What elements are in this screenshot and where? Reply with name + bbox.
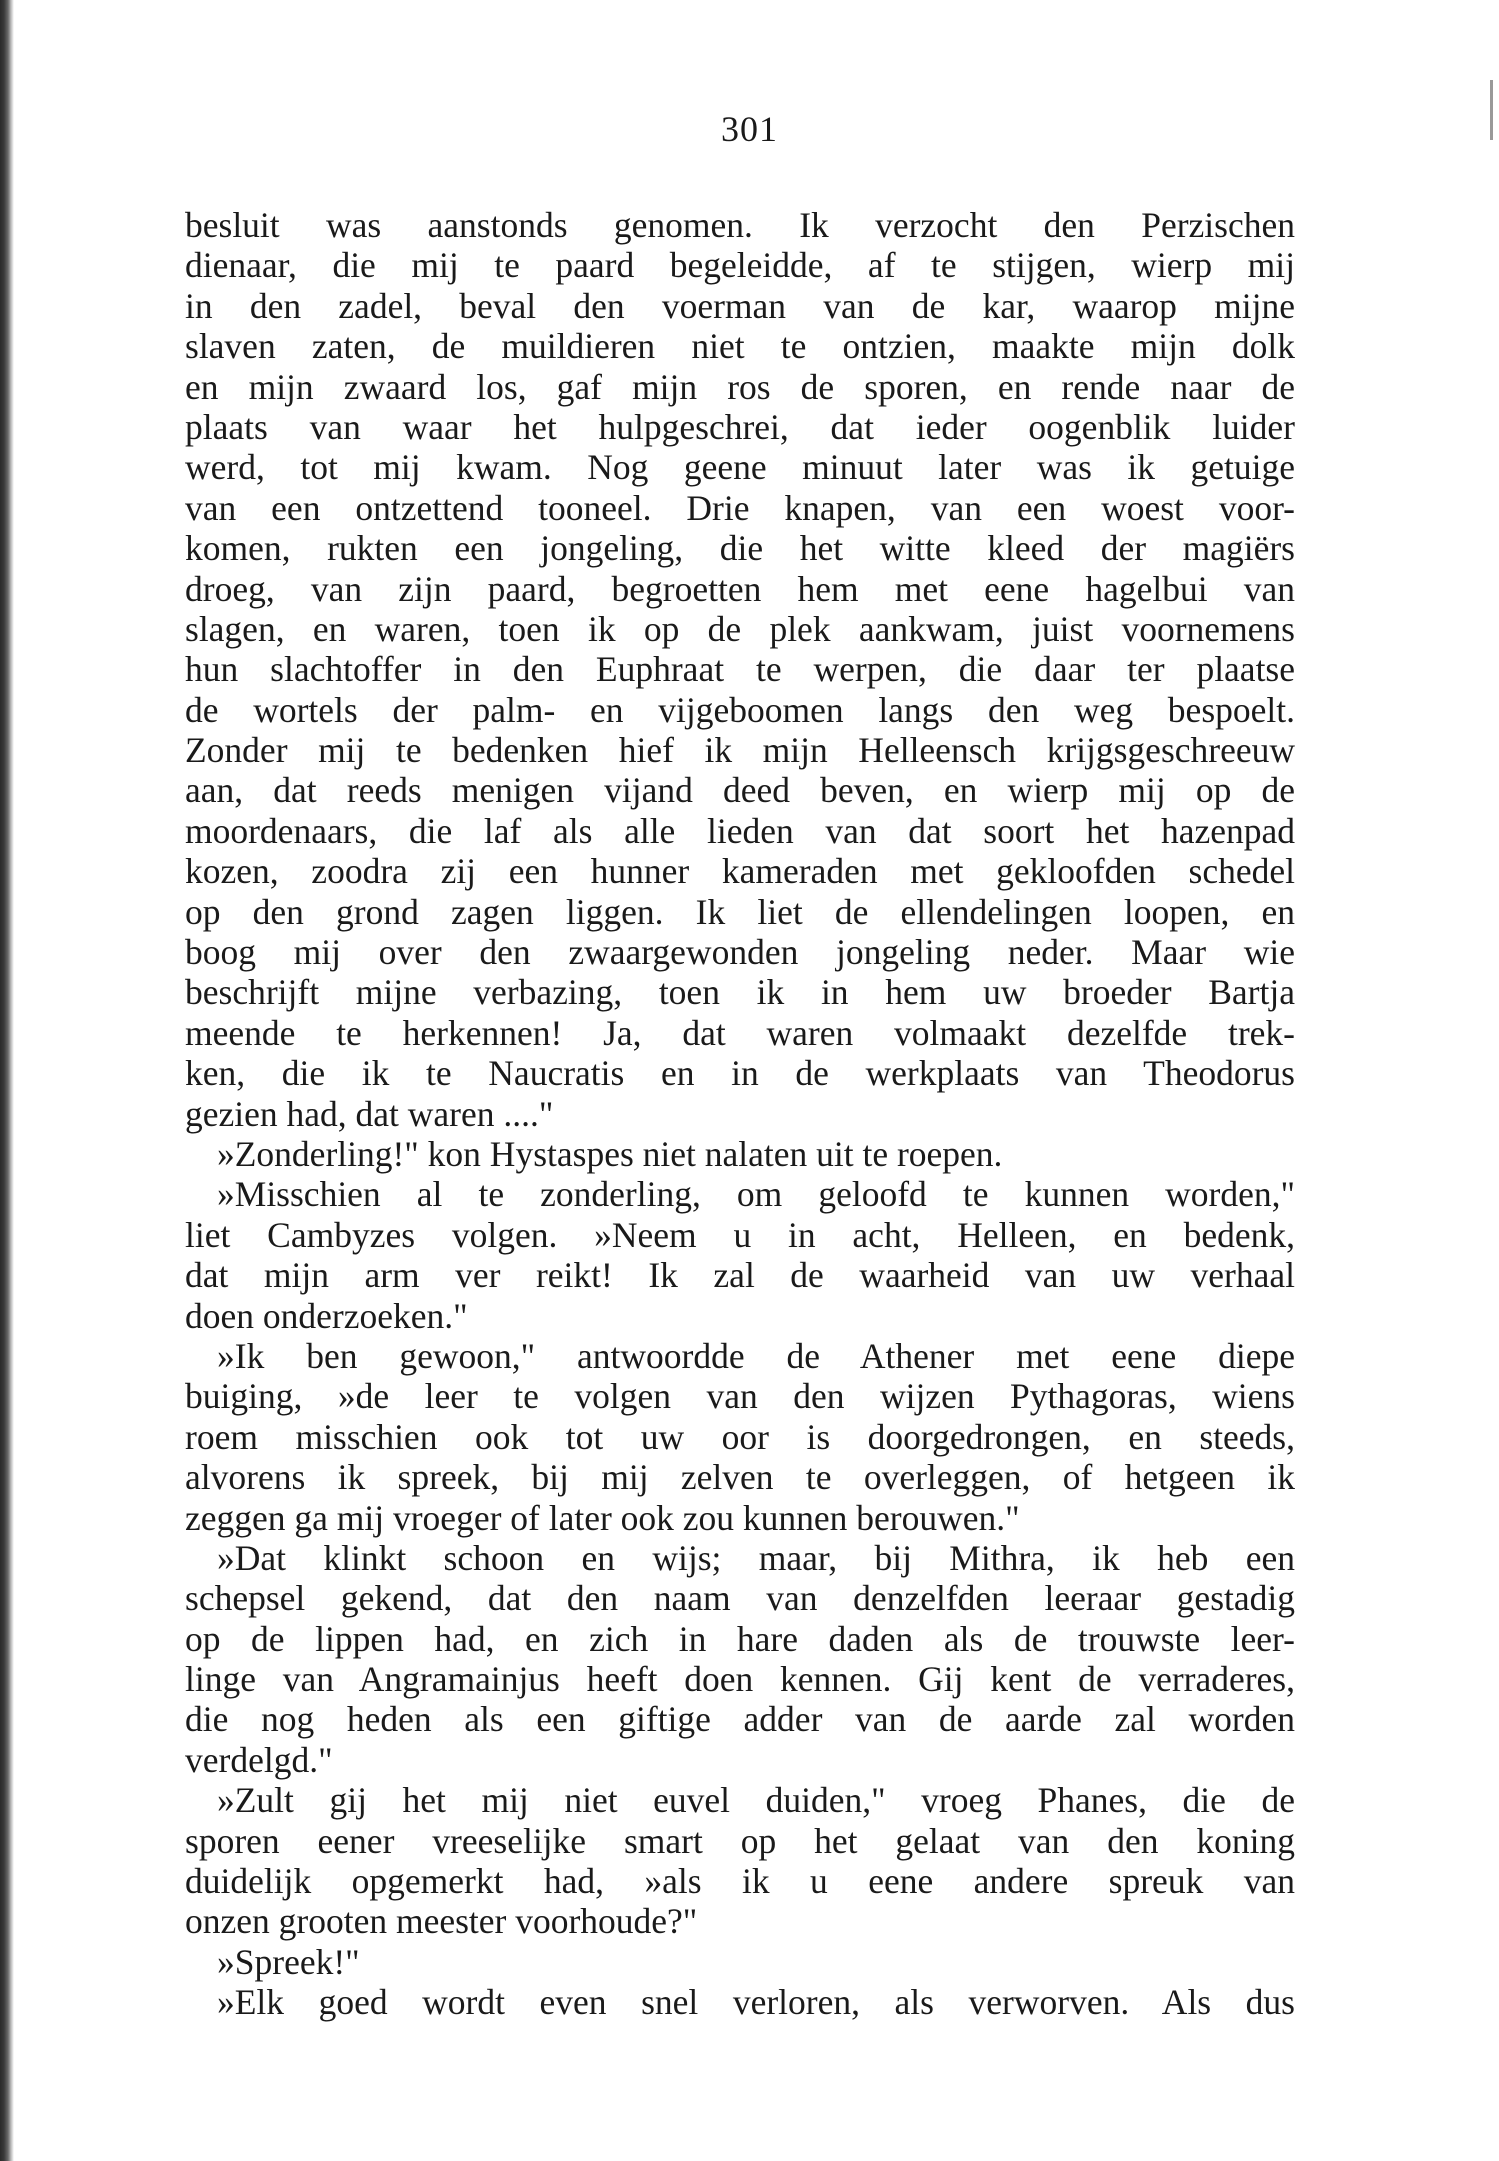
text-line: sporen eener vreeselijke smart op het gelaat van den koning bbox=[185, 1820, 1295, 1861]
text-line: duidelijk opgemerkt had, »als ik u eene andere spreuk van bbox=[185, 1861, 1295, 1902]
text-line: buiging, »de leer te volgen van den wijzen Pythagoras, wiens bbox=[185, 1376, 1295, 1417]
text-line: plaats van waar het hulpgeschrei, dat ieder oogenblik luider bbox=[185, 406, 1295, 447]
text-line: de wortels der palm- en vijgeboomen langs den weg bespoelt. bbox=[185, 689, 1295, 730]
text-line: ken, die ik te Naucratis en in de werkplaats van Theodorus bbox=[185, 1053, 1295, 1094]
text-line: alvorens ik spreek, bij mij zelven te overleggen, of hetgeen ik bbox=[185, 1457, 1295, 1498]
text-line: liet Cambyzes volgen. »Neem u in acht, Helleen, en bedenk, bbox=[185, 1214, 1295, 1255]
text-line: linge van Angramainjus heeft doen kennen. Gij kent de verraderes, bbox=[185, 1659, 1295, 1700]
binding-edge bbox=[0, 0, 14, 2161]
text-line: Zonder mij te bedenken hief ik mijn Helleensch krijgsgeschreeuw bbox=[185, 730, 1295, 771]
text-line: boog mij over den zwaargewonden jongeling neder. Maar wie bbox=[185, 932, 1295, 973]
text-line: die nog heden als een giftige adder van de aarde zal worden bbox=[185, 1699, 1295, 1740]
text-line: kozen, zoodra zij een hunner kameraden met gekloofden schedel bbox=[185, 851, 1295, 892]
text-line: »Spreek!" bbox=[217, 1941, 360, 1982]
body-text bbox=[185, 205, 1295, 2023]
text-line: werd, tot mij kwam. Nog geene minuut later was ik getuige bbox=[185, 447, 1295, 488]
text-line: in den zadel, beval den voerman van de kar, waarop mijne bbox=[185, 285, 1295, 326]
text-line: op de lippen had, en zich in hare daden als de trouwste leer- bbox=[185, 1618, 1295, 1659]
text-line: komen, rukten een jongeling, die het witte kleed der magiërs bbox=[185, 528, 1295, 569]
text-line: doen onderzoeken." bbox=[185, 1295, 468, 1336]
text-line: verdelgd." bbox=[185, 1739, 333, 1780]
text-line: »Elk goed wordt even snel verloren, als verworven. Als dus bbox=[217, 1982, 1295, 2023]
text-line: droeg, van zijn paard, begroetten hem met eene hagelbui van bbox=[185, 568, 1295, 609]
text-line: »Zonderling!" kon Hystaspes niet nalaten uit te roepen. bbox=[217, 1133, 1003, 1174]
text-line: en mijn zwaard los, gaf mijn ros de sporen, en rende naar de bbox=[185, 366, 1295, 407]
text-line: »Zult gij het mij niet euvel duiden," vroeg Phanes, die de bbox=[217, 1780, 1295, 1821]
text-line: »Misschien al te zonderling, om geloofd te kunnen worden," bbox=[217, 1174, 1295, 1215]
text-line: hun slachtoffer in den Euphraat te werpen, die daar ter plaatse bbox=[185, 649, 1295, 690]
text-line: beschrijft mijne verbazing, toen ik in hem uw broeder Bartja bbox=[185, 972, 1295, 1013]
text-line: zeggen ga mij vroeger of later ook zou kunnen berouwen." bbox=[185, 1497, 1020, 1538]
text-line: aan, dat reeds menigen vijand deed beven, en wierp mij op de bbox=[185, 770, 1295, 811]
text-line: »Dat klinkt schoon en wijs; maar, bij Mithra, ik heb een bbox=[217, 1537, 1295, 1578]
text-line: slaven zaten, de muildieren niet te ontzien, maakte mijn dolk bbox=[185, 326, 1295, 367]
text-line: op den grond zagen liggen. Ik liet de ellendelingen loopen, en bbox=[185, 891, 1295, 932]
text-line: schepsel gekend, dat den naam van denzelfden leeraar gestadig bbox=[185, 1578, 1295, 1619]
text-line: »Ik ben gewoon," antwoordde de Athener met eene diepe bbox=[217, 1335, 1295, 1376]
text-line: van een ontzettend tooneel. Drie knapen, van een woest voor- bbox=[185, 487, 1295, 528]
text-line: onzen grooten meester voorhoude?" bbox=[185, 1901, 698, 1942]
text-line: slagen, en waren, toen ik op de plek aankwam, juist voornemens bbox=[185, 608, 1295, 649]
page-number: 301 bbox=[721, 109, 778, 149]
text-line: roem misschien ook tot uw oor is doorgedrongen, en steeds, bbox=[185, 1416, 1295, 1457]
text-line: besluit was aanstonds genomen. Ik verzocht den Perzischen bbox=[185, 205, 1295, 245]
text-line: gezien had, dat waren ...." bbox=[185, 1093, 554, 1134]
text-line: moordenaars, die laf als alle lieden van dat soort het hazenpad bbox=[185, 810, 1295, 851]
text-line: dienaar, die mij te paard begeleidde, af te stijgen, wierp mij bbox=[185, 245, 1295, 286]
text-line: meende te herkennen! Ja, dat waren volmaakt dezelfde trek- bbox=[185, 1012, 1295, 1053]
text-line: dat mijn arm ver reikt! Ik zal de waarheid van uw verhaal bbox=[185, 1255, 1295, 1296]
